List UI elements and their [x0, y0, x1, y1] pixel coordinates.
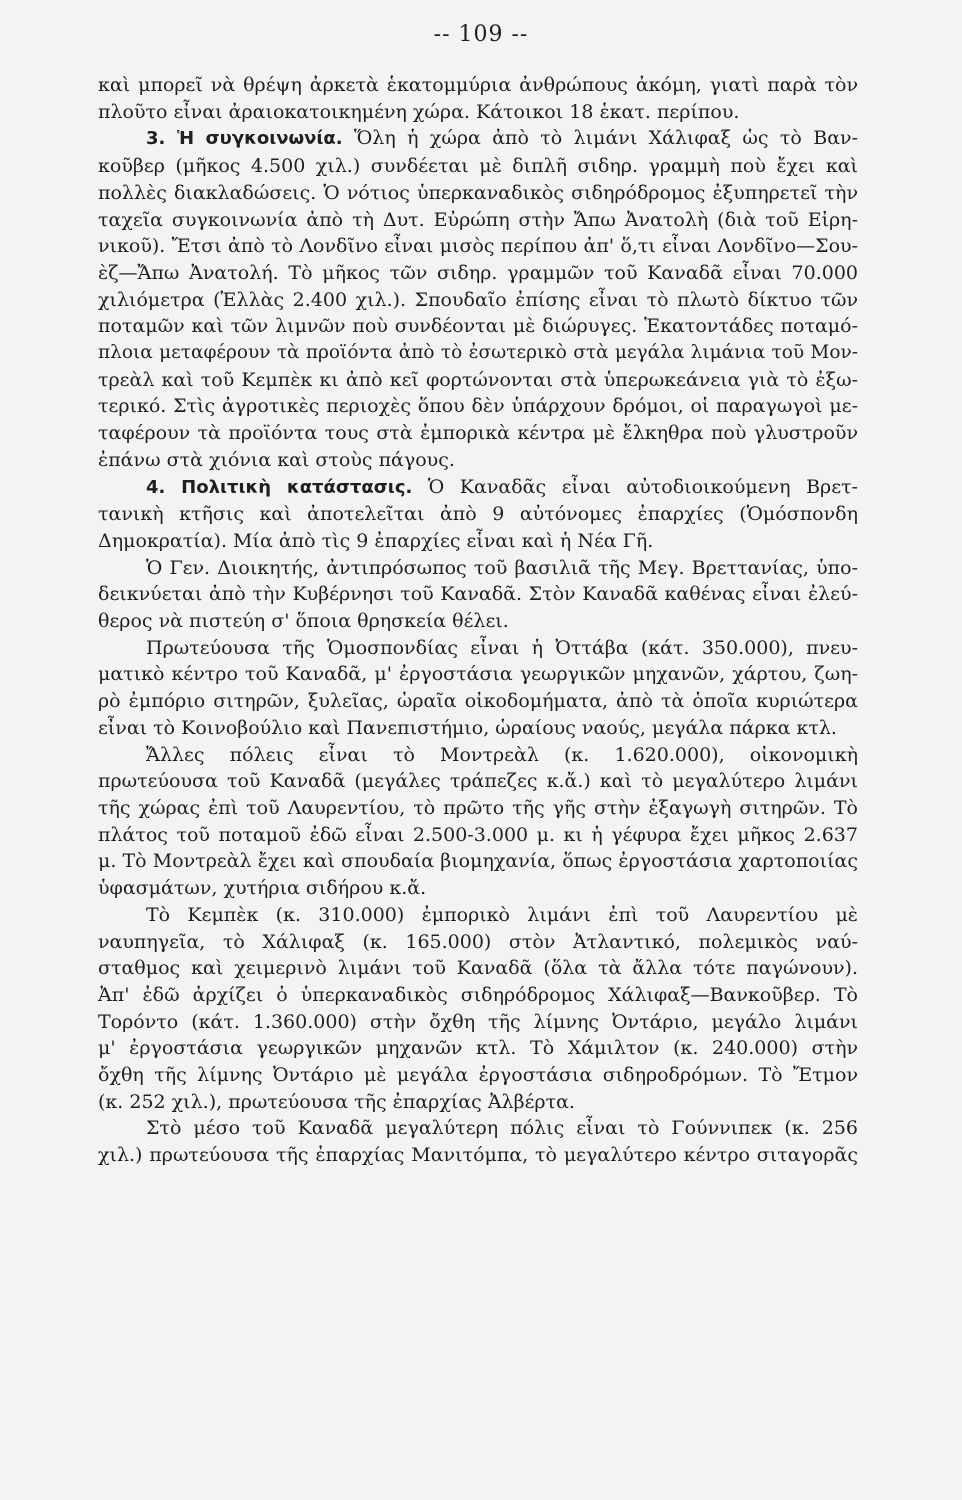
text-line	[98, 982, 858, 1009]
line-text: τερικό. Στὶς ἀγροτικὲς περιοχὲς ὅπου δὲν ὑπάρχουν δρόμοι, οἱ παραγωγοὶ με-	[98, 395, 858, 418]
line-text: πλοῦτο εἶναι ἀραιοκατοικημένη χώρα. Κάτοικοι 18 ἑκατ. περίπου.	[98, 100, 740, 123]
text-line	[98, 447, 858, 474]
text-line	[98, 795, 858, 822]
text-line	[98, 125, 858, 153]
text-line	[98, 1035, 858, 1062]
text-line	[98, 313, 858, 340]
section-heading: 4. Πολιτικὴ κατάστασις.	[146, 476, 413, 498]
line-text: πλάτος τοῦ ποταμοῦ ἐδῶ εἶναι 2.500-3.000 μ. κι ἡ γέφυρα ἔχει μῆκος 2.637	[98, 823, 858, 846]
text-line	[98, 1009, 858, 1036]
text-line	[98, 340, 858, 367]
text-line	[98, 635, 858, 662]
line-text: τρεὰλ καὶ τοῦ Κεμπὲκ κι ἀπὸ κεῖ φορτώνονται στὰ ὑπερωκεάνεια γιὰ τὸ ἐξω-	[98, 368, 858, 391]
text-line	[98, 1089, 858, 1116]
line-text: ναυπηγεῖα, τὸ Χάλιφαξ (κ. 165.000) στὸν Ἀτλαντικό, πολεμικὸς ναύ-	[98, 930, 858, 953]
line-text: ποταμῶν καὶ τῶν λιμνῶν ποὺ συνδέονται μὲ διώρυγες. Ἑκατοντάδες ποταμό-	[98, 315, 858, 338]
line-text: Τὸ Κεμπὲκ (κ. 310.000) ἐμπορικὸ λιμάνι ἐπὶ τοῦ Λαυρεντίου μὲ	[146, 903, 858, 926]
text-line	[98, 608, 858, 635]
line-text: καὶ μπορεῖ νὰ θρέψη ἀρκετὰ ἑκατομμύρια ἀνθρώπους ἀκόμη, γιατὶ παρὰ τὸν	[98, 74, 858, 96]
line-text: Ὁ Γεν. Διοικητής, ἀντιπρόσωπος τοῦ βασιλιᾶ τῆς Μεγ. Βρεττανίας, ὑπο-	[146, 556, 858, 579]
line-text: ρὸ ἐμπόριο σιτηρῶν, ξυλεῖας, ὡραῖα οἰκοδομήματα, ἀπὸ τὰ ὁποῖα κυριώτερα	[98, 690, 858, 713]
text-line	[98, 287, 858, 314]
text-line	[98, 688, 858, 715]
text-line	[98, 501, 858, 528]
line-text: ὄχθη τῆς λίμνης Ὀντάριο μὲ μεγάλα ἐργοστάσια σιδηροδρόμων. Τὸ Ἔτμον	[98, 1064, 858, 1087]
text-line	[98, 393, 858, 420]
text-line	[98, 715, 858, 742]
text-line	[98, 661, 858, 688]
line-text: ἐπάνω στὰ χιόνια καὶ στοὺς πάγους.	[98, 448, 455, 471]
text-line	[98, 474, 858, 502]
line-text: Πρωτεύουσα τῆς Ὁμοσπονδίας εἶναι ἡ Ὀττάβα (κάτ. 350.000), πνευ-	[146, 636, 858, 659]
line-text: ὲζ—Ἄπω Ἀνατολή. Τὸ μῆκος τῶν σιδηρ. γραμμῶν τοῦ Καναδᾶ εἶναι 70.000	[98, 261, 858, 284]
line-text: ματικὸ κέντρο τοῦ Καναδᾶ, μ' ἐργοστάσια γεωργικῶν μηχανῶν, χάρτου, ζωη-	[98, 663, 858, 686]
line-text: Δημοκρατία). Μία ἀπὸ τὶς 9 ἐπαρχίες εἶναι καὶ ἡ Νέα Γῆ.	[98, 529, 654, 552]
line-text: μ. Τὸ Μοντρεὰλ ἔχει καὶ σπουδαία βιομηχανία, ὅπως ἐργοστάσια χαρτοποιίας	[98, 850, 858, 873]
text-line	[98, 72, 858, 99]
line-text: (κ. 252 χιλ.), πρωτεύουσα τῆς ἐπαρχίας Ἀλβέρτα.	[98, 1090, 575, 1113]
line-text: χιλ.) πρωτεύουσα τῆς ἐπαρχίας Μανιτόμπα, τὸ μεγαλύτερο κέντρο σιταγορᾶς	[98, 1144, 858, 1167]
line-text: Ἀπ' ἐδῶ ἀρχίζει ὁ ὑπερκαναδικὸς σιδηρόδρομος Χάλιφαξ—Βανκοῦβερ. Τὸ	[98, 983, 858, 1006]
line-text: πλοια μεταφέρουν τὰ προϊόντα ἀπὸ τὸ ἐσωτερικὸ στὰ μεγάλα λιμάνια τοῦ Μον-	[98, 342, 858, 364]
text-line	[98, 742, 858, 769]
text-line	[98, 233, 858, 260]
text-line	[98, 902, 858, 929]
text-line	[98, 260, 858, 287]
text-line	[98, 955, 858, 982]
text-line	[98, 1062, 858, 1089]
line-text: ταφέρουν τὰ προϊόντα τους στὰ ἐμπορικὰ κέντρα μὲ ἔλκηθρα ποὺ γλυστροῦν	[98, 422, 858, 445]
text-line	[98, 1115, 858, 1142]
line-text: πολλὲς διακλαδώσεις. Ὁ νότιος ὑπερκαναδικὸς σιδηρόδρομος ἐξυπηρετεῖ τὴν	[98, 181, 858, 204]
line-text: Τορόντο (κάτ. 1.360.000) στὴν ὄχθη τῆς λίμνης Ὀντάριο, μεγάλο λιμάνι	[98, 1010, 858, 1033]
line-text: πρωτεύουσα τοῦ Καναδᾶ (μεγάλες τράπεζες κ.ἄ.) καὶ τὸ μεγαλύτερο λιμάνι	[98, 770, 858, 793]
text-line	[98, 420, 858, 447]
text-line	[98, 528, 858, 555]
line-text: τανικὴ κτῆσις καὶ ἀποτελεῖται ἀπὸ 9 αὐτόνομες ἐπαρχίες (Ὁμόσπονδη	[98, 503, 858, 526]
line-text: εἶναι τὸ Κοινοβούλιο καὶ Πανεπιστήμιο, ὡραίους ναούς, μεγάλα πάρκα κτλ.	[98, 716, 837, 739]
line-text: Ὁ Καναδᾶς εἶναι αὐτοδιοικούμενη Βρετ-	[412, 475, 858, 498]
text-line	[98, 875, 858, 902]
line-text: μ' ἐργοστάσια γεωργικῶν μηχανῶν κτλ. Τὸ Χάμιλτον (κ. 240.000) στὴν	[98, 1037, 858, 1060]
text-line	[98, 581, 858, 608]
text-line	[98, 153, 858, 180]
line-text: νικοῦ). Ἔτσι ἀπὸ τὸ Λονδῖνο εἶναι μισὸς περίπου ἀπ' ὅ,τι εἶναι Λονδῖνο—Σου-	[98, 235, 858, 258]
line-text: χιλιόμετρα (Ἑλλὰς 2.400 χιλ.). Σπουδαῖο ἐπίσης εἶναι τὸ πλωτὸ δίκτυο τῶν	[98, 288, 858, 311]
text-line	[98, 180, 858, 207]
line-text: Στὸ μέσο τοῦ Καναδᾶ μεγαλύτερη πόλις εἶναι τὸ Γούννιπεκ (κ. 256	[146, 1117, 858, 1140]
line-text: κοῦβερ (μῆκος 4.500 χιλ.) συνδέεται μὲ διπλῆ σιδηρ. γραμμὴ ποὺ ἔχει καὶ	[98, 155, 858, 178]
line-text: ταχεῖα συγκοινωνία ἀπὸ τὴ Δυτ. Εὐρώπη στὴν Ἄπω Ἀνατολὴ (διὰ τοῦ Εἰρη-	[98, 208, 858, 231]
text-line	[98, 99, 858, 126]
text-line	[98, 848, 858, 875]
page-number: -- 109 --	[433, 22, 529, 47]
line-text: τῆς χώρας ἐπὶ τοῦ Λαυρεντίου, τὸ πρῶτο τῆς γῆς στὴν ἐξαγωγὴ σιτηρῶν. Τὸ	[98, 796, 858, 819]
text-line	[98, 367, 858, 394]
line-text: ὑφασμάτων, χυτήρια σιδήρου κ.ἄ.	[98, 877, 427, 900]
line-text: σταθμος καὶ χειμερινὸ λιμάνι τοῦ Καναδᾶ (ὅλα τὰ ἄλλα τότε παγώνουν).	[98, 957, 858, 980]
line-text: Ὅλη ἡ χώρα ἀπὸ τὸ λιμάνι Χάλιφαξ ὡς τὸ Βαν-	[342, 127, 858, 150]
line-text: θερος νὰ πιστεύη σ' ὅποια θρησκεία θέλει.	[98, 610, 509, 633]
text-line	[98, 207, 858, 234]
section-heading: 3. Ἡ συγκοινωνία.	[146, 128, 343, 150]
line-text: δεικνύεται ἀπὸ τὴν Κυβέρνησι τοῦ Καναδᾶ. Στὸν Καναδᾶ καθένας εἶναι ἐλεύ-	[98, 583, 858, 606]
text-line	[98, 1142, 858, 1169]
text-line	[98, 929, 858, 956]
text-line	[98, 768, 858, 795]
text-line	[98, 555, 858, 582]
text-line	[98, 822, 858, 849]
line-text: Ἄλλες πόλεις εἶναι τὸ Μοντρεὰλ (κ. 1.620.000), οἰκονομικὴ	[146, 743, 858, 766]
body-text	[98, 72, 858, 1169]
